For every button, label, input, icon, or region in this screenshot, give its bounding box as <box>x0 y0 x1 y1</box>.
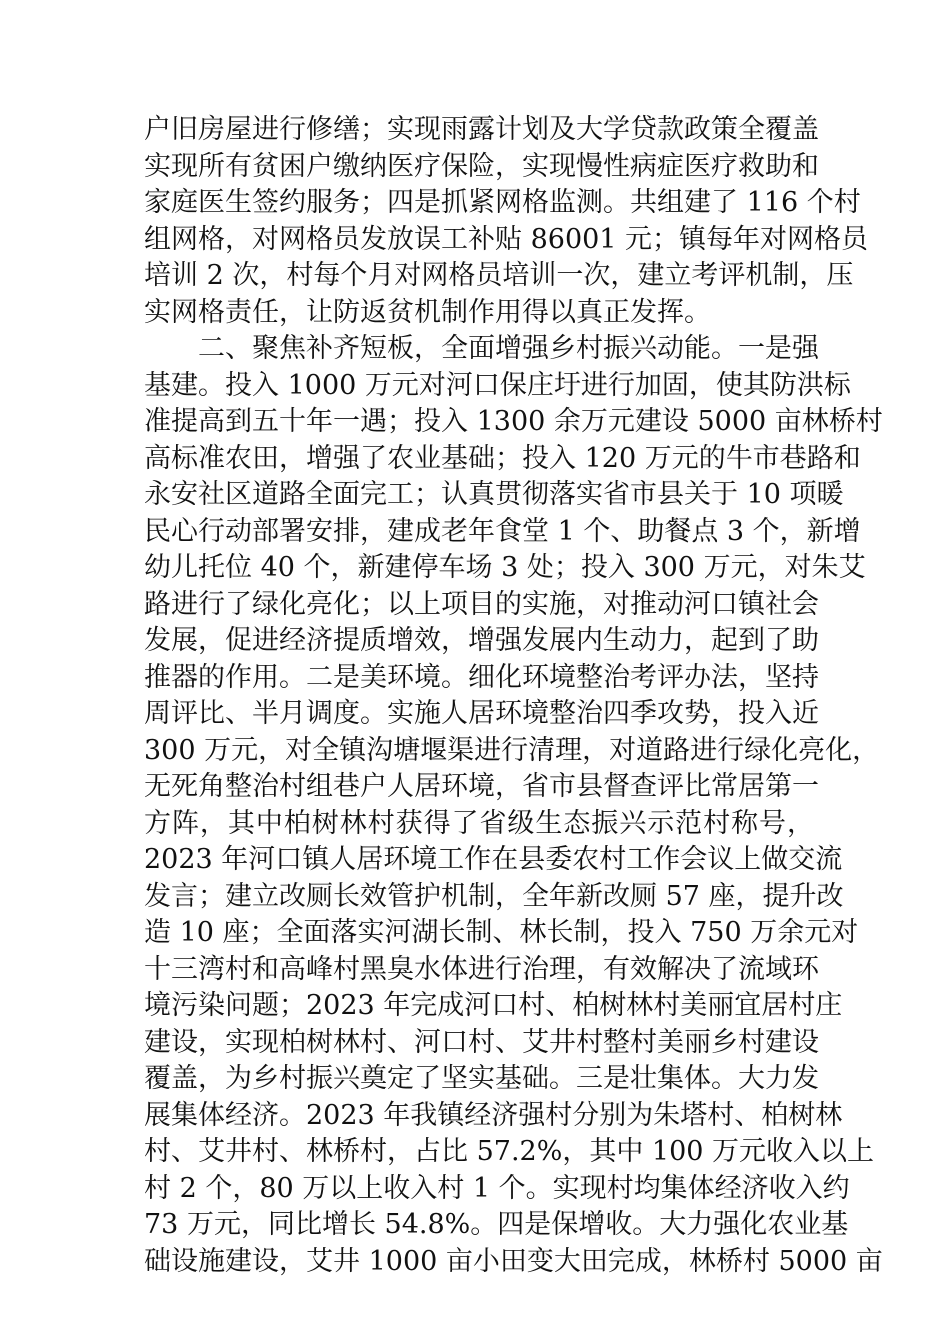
text-line: 户旧房屋进行修缮；实现雨露计划及大学贷款政策全覆盖 <box>144 114 819 145</box>
text-line: 方阵，其中柏树林村获得了省级生态振兴示范村称号， <box>144 807 814 839</box>
text-line: 村、艾井村、林桥村，占比 57.2%，其中 100 万元收入以上 <box>144 1136 875 1167</box>
text-line: 家庭医生签约服务；四是抓紧网格监测。共组建了 116 个村 <box>144 187 861 218</box>
text-line: 路进行了绿化亮化；以上项目的实施，对推动河口镇社会 <box>144 588 819 620</box>
text-line: 发言；建立改厕长效管护机制，全年新改厕 57 座，提升改 <box>144 880 844 912</box>
text-line: 基建。投入 1000 万元对河口保庄圩进行加固，使其防洪标 <box>144 369 851 401</box>
paragraph-2 <box>144 331 883 1280</box>
text-line: 民心行动部署安排，建成老年食堂 1 个、助餐点 3 个，新增 <box>144 515 861 547</box>
text-line: 覆盖，为乡村振兴奠定了坚实基础。三是壮集体。大力发 <box>144 1063 819 1094</box>
text-line: 境污染问题；2023 年完成河口村、柏树林村美丽宜居村庄 <box>144 990 843 1021</box>
text-line: 准提高到五十年一遇；投入 1300 余万元建设 5000 亩林桥村 <box>144 406 883 437</box>
text-line: 础设施建设，艾井 1000 亩小田变大田完成，林桥村 5000 亩 <box>144 1245 883 1277</box>
text-line: 周评比、半月调度。实施人居环境整治四季攻势，投入近 <box>144 698 819 729</box>
text-line: 造 10 座；全面落实河湖长制、林长制，投入 750 万余元对 <box>144 917 859 948</box>
text-line: 组网格，对网格员发放误工补贴 86001 元；镇每年对网格员 <box>144 223 869 255</box>
text-line: 永安社区道路全面完工；认真贯彻落实省市县关于 10 项暖 <box>144 479 844 510</box>
text-line: 十三湾村和高峰村黑臭水体进行治理，有效解决了流域环 <box>144 953 819 985</box>
paragraph-1 <box>144 112 869 331</box>
text-line: 高标准农田，增强了农业基础；投入 120 万元的牛市巷路和 <box>144 442 861 474</box>
text-line: 实网格责任，让防返贫机制作用得以真正发挥。 <box>144 296 711 328</box>
text-line: 无死角整治村组巷户人居环境，省市县督查评比常居第一 <box>144 771 819 802</box>
text-line: 村 2 个，80 万以上收入村 1 个。实现村均集体经济收入约 <box>144 1172 850 1204</box>
text-line: 展集体经济。2023 年我镇经济强村分别为朱塔村、柏树林 <box>144 1099 843 1131</box>
text-line: 300 万元，对全镇沟塘堰渠进行清理，对道路进行绿化亮化， <box>144 734 880 766</box>
text-line: 建设，实现柏树林村、河口村、艾井村整村美丽乡村建设 <box>144 1026 819 1058</box>
text-line: 发展，促进经济提质增效，增强发展内生动力，起到了助 <box>144 625 819 656</box>
text-line: 推器的作用。二是美环境。细化环境整治考评办法，坚持 <box>144 661 819 693</box>
text-line: 培训 2 次，村每个月对网格员培训一次，建立考评机制，压 <box>144 260 854 291</box>
body-text <box>144 112 883 1280</box>
text-line: 二、聚焦补齐短板，全面增强乡村振兴动能。一是强 <box>198 333 819 364</box>
text-line: 幼儿托位 40 个，新建停车场 3 处；投入 300 万元，对朱艾 <box>144 552 866 583</box>
text-line: 2023 年河口镇人居环境工作在县委农村工作会议上做交流 <box>144 844 843 875</box>
text-line: 73 万元，同比增长 54.8%。四是保增收。大力强化农业基 <box>144 1209 849 1240</box>
text-line: 实现所有贫困户缴纳医疗保险，实现慢性病症医疗救助和 <box>144 150 819 182</box>
